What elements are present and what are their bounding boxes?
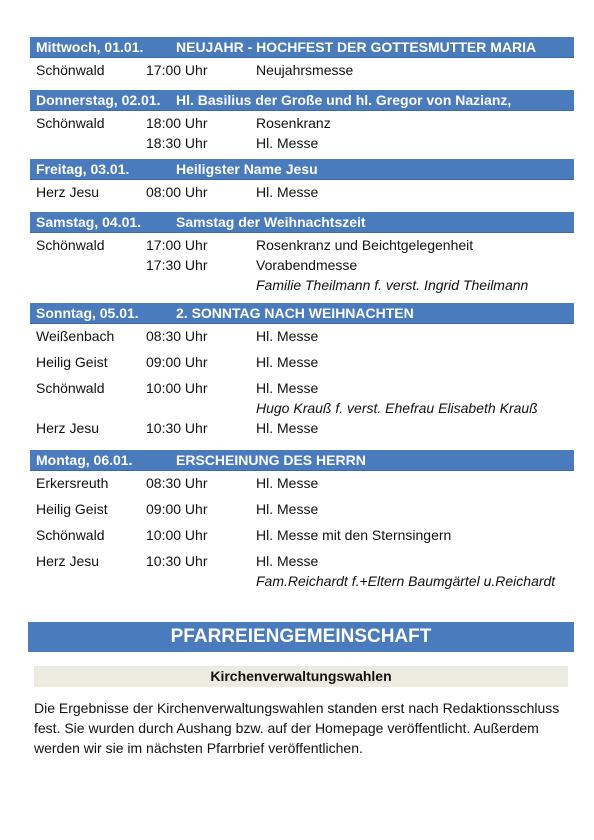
row-time: 10:00 Uhr [146,527,208,543]
row-place: Weißenbach [36,328,115,344]
row-time: 10:30 Uhr [146,553,208,569]
row-time: 18:00 Uhr [146,115,208,131]
row-place: Schönwald [36,62,105,78]
row-desc: Hl. Messe [256,420,319,436]
schedule-row [30,62,574,82]
schedule-row [30,328,574,354]
day-feast: Samstag der Weihnachtszeit [176,214,366,230]
row-time: 10:00 Uhr [146,380,208,396]
day-feast: NEUJAHR - HOCHFEST DER GOTTESMUTTER MARIA [176,39,537,55]
row-place: Schönwald [36,527,105,543]
schedule-row [30,501,574,527]
row-place: Heilig Geist [36,501,108,517]
row-desc: Hl. Messe [256,184,319,200]
row-place: Schönwald [36,237,105,253]
row-desc: Hl. Messe [256,553,319,569]
row-desc: Hl. Messe [256,354,319,370]
day-block [30,303,574,446]
row-place: Erkersreuth [36,475,109,491]
day-block [30,212,574,297]
row-desc: Hl. Messe [256,135,319,151]
row-place: Herz Jesu [36,184,100,200]
row-desc: Hl. Messe [256,328,319,344]
row-desc: Hl. Messe mit den Sternsingern [256,527,452,543]
day-date: Sonntag, 05.01. [36,305,139,321]
schedule-row [30,115,574,135]
row-desc: Vorabendmesse [256,257,358,273]
schedule-row [30,184,574,204]
day-block [30,159,574,204]
row-place: Herz Jesu [36,420,100,436]
day-date: Donnerstag, 02.01. [36,92,161,108]
row-desc: Rosenkranz und Beichtgelegenheit [256,237,474,253]
day-date: Mittwoch, 01.01. [36,39,144,55]
schedule-row [30,354,574,380]
day-header [30,37,574,58]
row-time: 17:00 Uhr [146,237,208,253]
schedule-row [30,380,574,420]
subheading: Kirchenverwaltungswahlen [34,666,568,687]
row-desc: Hl. Messe [256,501,319,517]
row-time: 17:00 Uhr [146,62,208,78]
day-feast: 2. SONNTAG NACH WEIHNACHTEN [176,305,414,321]
schedule-row [30,420,574,446]
schedule-row [30,553,574,593]
mass-schedule [30,37,574,593]
schedule-row [30,135,574,155]
day-block [30,450,574,593]
day-block [30,37,574,82]
row-time: 08:30 Uhr [146,475,208,491]
day-date: Montag, 06.01. [36,452,133,468]
row-time: 17:30 Uhr [146,257,208,273]
day-header [30,450,574,471]
row-intention: Hugo Krauß f. verst. Ehefrau Elisabeth Krauß [256,400,538,416]
day-feast: ERSCHEINUNG DES HERRN [176,452,366,468]
row-time: 08:30 Uhr [146,328,208,344]
schedule-row [30,527,574,553]
row-place: Herz Jesu [36,553,100,569]
day-feast: Heiligster Name Jesu [176,161,318,177]
schedule-row [30,475,574,501]
row-intention: Fam.Reichardt f.+Eltern Baumgärtel u.Reichardt [256,573,556,589]
row-desc: Hl. Messe [256,475,319,491]
body-text: Die Ergebnisse der Kirchenverwaltungswahlen standen erst nach Redaktionsschluss fest. Sie wurden durch Aushang bzw. auf der Homepage veröffentlicht. Außerdem werden wir sie im nächsten Pfarrbrief veröffentlichen. [34,700,560,756]
row-time: 09:00 Uhr [146,354,208,370]
row-desc: Rosenkranz [256,115,331,131]
section-banner: PFARREIENGEMEINSCHAFT [28,622,574,652]
row-time: 10:30 Uhr [146,420,208,436]
row-place: Schönwald [36,115,105,131]
row-desc: Neujahrsmesse [256,62,354,78]
row-time: 09:00 Uhr [146,501,208,517]
day-date: Samstag, 04.01. [36,214,142,230]
schedule-row [30,237,574,257]
row-desc: Hl. Messe [256,380,319,396]
day-header [30,303,574,324]
day-header [30,90,574,111]
row-time: 18:30 Uhr [146,135,208,151]
row-intention: Familie Theilmann f. verst. Ingrid Theilmann [256,277,529,293]
day-date: Freitag, 03.01. [36,161,130,177]
row-place: Schönwald [36,380,105,396]
day-header [30,159,574,180]
schedule-row [30,257,574,297]
row-place: Heilig Geist [36,354,108,370]
day-feast: Hl. Basilius der Große und hl. Gregor von Nazianz, [176,92,512,108]
row-time: 08:00 Uhr [146,184,208,200]
day-header [30,212,574,233]
day-block [30,90,574,155]
